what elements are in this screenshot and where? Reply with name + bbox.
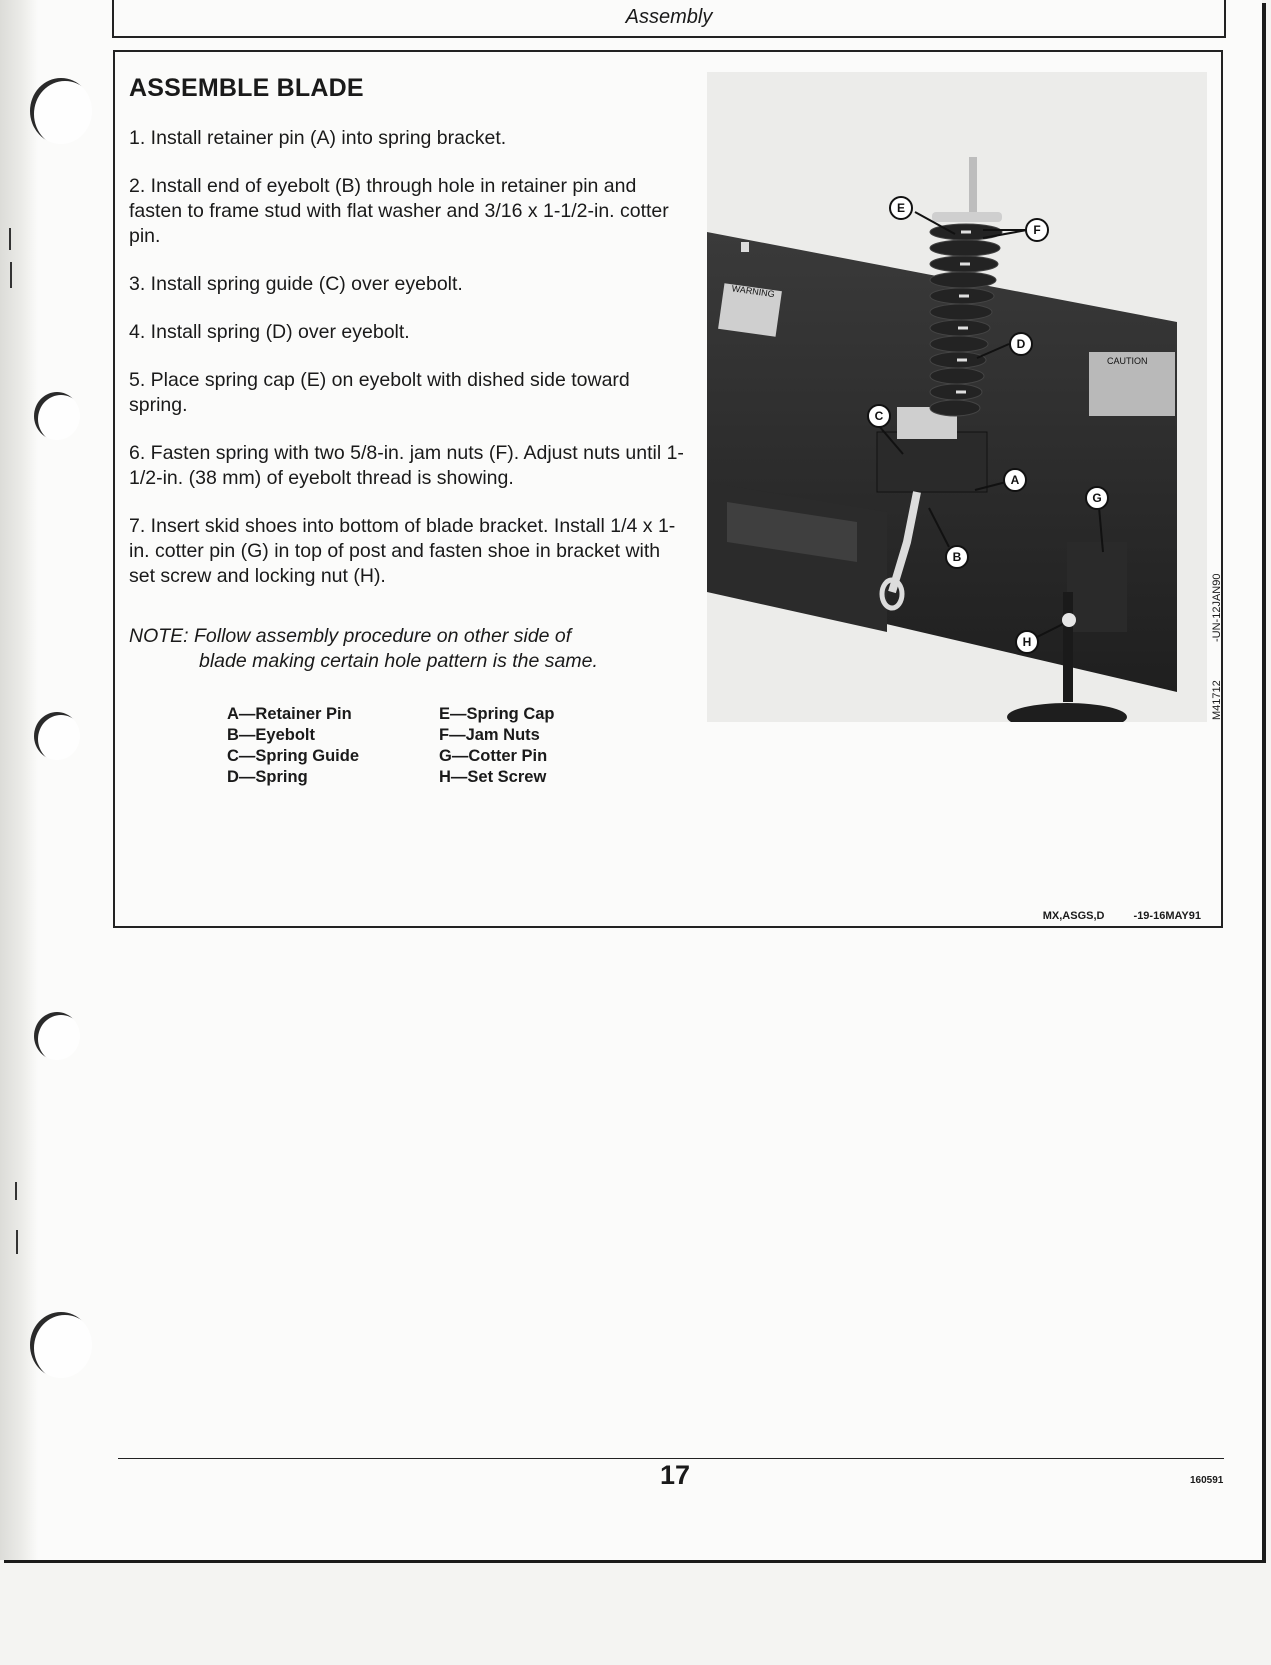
- document-code: [1043, 910, 1201, 922]
- header-title: Assembly: [625, 6, 713, 28]
- doc-date: -19-16MAY91: [1133, 910, 1201, 922]
- binder-hole: [34, 712, 80, 760]
- caution-label: CAUTION: [1107, 356, 1148, 366]
- print-code: 160591: [1190, 1475, 1224, 1486]
- legend-item: G—Cotter Pin: [439, 747, 548, 765]
- callout-b: B: [952, 550, 962, 564]
- margin-mark: [15, 1182, 17, 1200]
- parts-legend-right: [439, 704, 555, 788]
- parts-legend-left: [227, 704, 359, 788]
- warning-decal: [718, 283, 782, 337]
- margin-mark: [16, 1230, 18, 1254]
- running-header: [112, 0, 1226, 38]
- callout-a: A: [1010, 473, 1020, 487]
- binder-hole: [34, 1012, 80, 1060]
- margin-mark: [9, 228, 11, 250]
- callout-e: E: [896, 201, 906, 215]
- legend-item: D—Spring: [227, 768, 308, 786]
- step-list: [129, 126, 689, 612]
- photo-id-number: M41712: [1211, 680, 1223, 720]
- assembly-note: [129, 624, 689, 674]
- step-6: 6. Fasten spring with two 5/8-in. jam nuts (F). Adjust nuts until 1-1/2-in. (38 mm) of eyebolt thread is showing.: [129, 442, 684, 489]
- callout-g: G: [1092, 491, 1102, 505]
- photo-id-date: -UN-12JAN90: [1211, 573, 1223, 642]
- legend-item: A—Retainer Pin: [227, 705, 352, 723]
- step-2: 2. Install end of eyebolt (B) through hole in retainer pin and fasten to frame stud with flat washer and 3/16 x 1-1/2-in. cotter pin.: [129, 175, 669, 247]
- legend-item: H—Set Screw: [439, 768, 547, 786]
- binder-hole: [30, 78, 92, 144]
- callout-d: D: [1016, 337, 1026, 351]
- callout-f: F: [1033, 223, 1041, 237]
- binder-hole: [30, 1312, 92, 1378]
- photo-id-strip: [1207, 542, 1231, 722]
- legend-item: B—Eyebolt: [227, 726, 316, 744]
- doc-code: MX,ASGS,D: [1042, 910, 1105, 922]
- note-line-1: NOTE: Follow assembly procedure on other side of: [129, 625, 572, 647]
- step-4: 4. Install spring (D) over eyebolt.: [129, 321, 410, 343]
- assembly-photo: [707, 72, 1207, 722]
- assembly-photo-illustration: [707, 72, 1207, 722]
- step-3: 3. Install spring guide (C) over eyebolt.: [129, 273, 463, 295]
- note-line-2: blade making certain hole pattern is the same.: [199, 650, 598, 672]
- legend-item: E—Spring Cap: [439, 705, 555, 723]
- page-number: 17: [659, 1460, 691, 1490]
- footer-rule: [118, 1458, 1224, 1459]
- instruction-panel: [113, 50, 1223, 928]
- margin-mark: [10, 262, 12, 288]
- callout-h: H: [1022, 635, 1032, 649]
- caution-decal: [1089, 352, 1175, 416]
- binder-edge: [0, 0, 38, 1560]
- step-7: 7. Insert skid shoes into bottom of blade bracket. Install 1/4 x 1-in. cotter pin (G) in top of post and fasten shoe in bracket with set screw and locking nut (H).: [129, 515, 676, 587]
- step-1: 1. Install retainer pin (A) into spring bracket.: [129, 127, 507, 149]
- legend-item: C—Spring Guide: [227, 747, 359, 765]
- callout-c: C: [874, 409, 884, 423]
- section-title: ASSEMBLE BLADE: [129, 74, 364, 102]
- step-5: 5. Place spring cap (E) on eyebolt with dished side toward spring.: [129, 369, 630, 416]
- binder-hole: [34, 392, 80, 440]
- legend-item: F—Jam Nuts: [439, 726, 540, 744]
- warning-label: WARNING: [731, 283, 776, 300]
